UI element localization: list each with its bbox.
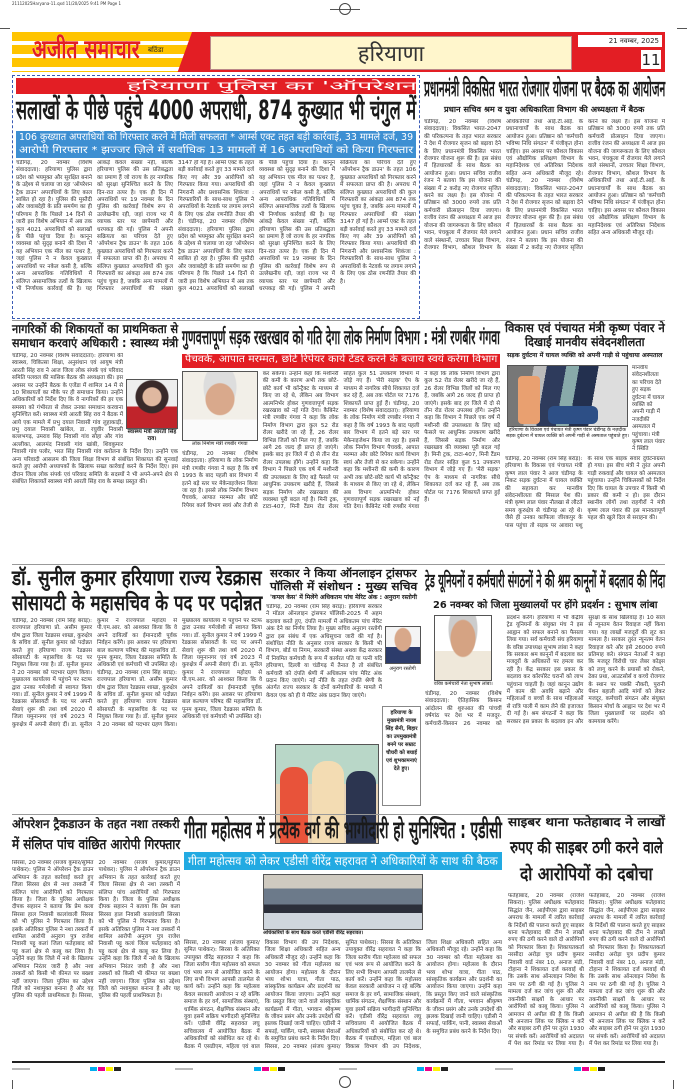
panwar-body: चंडीगढ़, 20 नवम्बर (राम सिंह बराड़): हरियाणा के विकास एवं पंचायत मंत्री कृष्ण लाल पंवार ने आज चंडीगढ़ के निकट सड़क दुर्घटना में घायल व्यक्ति की सहायता कर मानवीय संवेदनशीलता की मिसाल पेश की। मंत्री कृष्ण लाल पंवार नौलखा से लौटते समय कुरुक्षेत्र से चंडीगढ़ आ रहे थे। जैसे ही उनका काफिला जीरकपुर के पास पहुंचा तो सड़क पर आवारा पशु के साथ एक बाइक सवार दुर्घटनाग्रस्त हो गया। इस बीच मंत्री ने तुरंत अपनी गाड़ी रुकवाई और घायल को अस्पताल पहुंचाया। उन्होंने चिकित्सकों को निर्देश दिए कि घायल के उपचार में किसी भी प्रकार की कमी न हो। इस दौरान स्थानीय लोगों तथा राहगीरों ने मंत्री कृष्ण लाल पंवार की इस मानवतापूर्ण पहल की खुले दिल से सराहना की। xyxy=(505,456,665,529)
text: सरकार ने किया ऑनलाइन ट्रांसफर xyxy=(270,567,417,580)
registration-mark-icon xyxy=(339,1076,351,1088)
ink-patch xyxy=(441,1067,448,1071)
gita-body xyxy=(184,874,502,1058)
text: गीता महोत्सव को लेकर एडीसी वीरेंद्र सहरावत ने अधिकारियों के साथ की बैठक xyxy=(188,854,498,868)
cyber-body: फतेहाबाद, 20 नवम्बर (राजेश सिकरा): पुलिस अधीक्षक फतेहाबाद सिद्धांत जैन, आईपीएस द्वारा साइबर अपराध के मामलों में त्वरित कार्रवाई के निर्देशों की पालना करते हुए साइबर थाना फतेहाबाद की टीम ने लाखों रुपए की ठगी करने वाले दो आरोपियों को गिरफ्तार किया है। शिकायतकर्ता नरसीदा अरोड़ा पुत्र प्रदीप कुमार निवासी वार्ड नंबर 10, अनाज मंडी, टोहाना ने शिकायत दर्ज करवाई थी कि उसके साथ ऑनलाइन निवेश के नाम पर ठगी की गई है। पुलिस ने मामला दर्ज कर जांच शुरू की और तकनीकी साक्ष्यों के आधार पर आरोपियों को काबू किया। पुलिस ने आमजन से अपील की है कि किसी भी अनजान लिंक पर क्लिक न करें और साइबर ठगी होने पर तुरंत 1930 पर संपर्क करें। आरोपियों को अदालत में पेश कर रिमांड पर लिया गया है। फतेहाबाद, 20 नवम्बर (राजेश सिकरा): पुलिस अधीक्षक फतेहाबाद सिद्धांत जैन, आईपीएस द्वारा साइबर अपराध के मामलों में त्वरित कार्रवाई के निर्देशों की पालना करते हुए साइबर थाना फतेहाबाद की टीम ने लाखों रुपए की ठगी करने वाले दो आरोपियों को गिरफ्तार किया है। शिकायतकर्ता नरसीदा अरोड़ा पुत्र प्रदीप कुमार निवासी वार्ड नंबर 10, अनाज मंडी, टोहाना ने शिकायत दर्ज करवाई थी कि उसके साथ ऑनलाइन निवेश के नाम पर ठगी की गई है। पुलिस ने मामला दर्ज कर जांच शुरू की और तकनीकी साक्ष्यों के आधार पर आरोपियों को काबू किया। पुलिस ने आमजन से अपील की है कि किसी भी अनजान लिंक पर क्लिक न करें और साइबर ठगी होने पर तुरंत 1930 पर संपर्क करें। आरोपियों को अदालत में पेश कर रिमांड पर लिया गया है। xyxy=(508,893,665,1048)
gray-patch xyxy=(339,1068,357,1070)
text: विकास एवं पंचायत मंत्री कृष्ण पंवार ने xyxy=(505,321,665,335)
gita-headline xyxy=(184,818,502,842)
text: ऑपरेशन ट्रैकडाउन के तहत नशा तस्करी xyxy=(12,817,180,831)
transfer-subhead xyxy=(270,595,417,601)
panwar-headline-line xyxy=(525,336,645,348)
lamba-photo-block xyxy=(425,615,502,688)
ink-patch xyxy=(90,1067,97,1071)
text: हरियाणा पुलिस का 'ऑपरेशन ट्रैक डाउन' xyxy=(127,79,528,93)
text: प्रधान सचिव श्रम व युवा अधिकारिता विभाग की अध्यक्षता में बैठक xyxy=(444,105,645,114)
pm-scheme-headline xyxy=(424,79,665,101)
crop-mark xyxy=(12,1080,13,1089)
health-headline-line xyxy=(12,337,178,349)
photo-caption: अधिकारियों के साथ बैठक करते एडीसी वीरेंद्र सहरावत। xyxy=(263,930,423,937)
text: गुणवत्तापूर्ण सड़क रखरखाव को गति देगा लोक निर्माण विभाग : मंत्री रणबीर गंगवा xyxy=(182,325,500,349)
photo-caption: वरिष्ठ कर्मचारी नेता सुभाष लांबा। xyxy=(425,681,502,688)
text: 'कपल केस' में मिलेंगे अधिकतम पांच मेरिट अंक : अनुराग रस्तोगी xyxy=(270,594,417,601)
lead-story xyxy=(12,75,528,319)
ink-patch xyxy=(114,1067,121,1071)
gita-photo-block xyxy=(184,874,502,937)
masthead xyxy=(12,32,665,72)
unions-story xyxy=(425,566,665,812)
panwar-headline-line xyxy=(505,322,665,334)
sirsa-headline-line xyxy=(12,818,180,830)
divider xyxy=(12,564,665,565)
injured-person-figure xyxy=(548,406,598,424)
redcross-headline-line xyxy=(12,568,262,589)
ink-patch xyxy=(425,1067,432,1071)
group-photo-caption: हरियाणा के मुख्यमंत्री नायब सिंह सैनी, बिहार का उपमुख्यमंत्री बनने पर सम्राट चौधरी को बधाई एवं शुभकामनाएं देते हुए। xyxy=(382,706,421,806)
sirsa-headline-line xyxy=(12,838,180,852)
crop-mark xyxy=(677,28,687,29)
ink-patch xyxy=(598,1067,605,1071)
health-story xyxy=(12,322,178,562)
body-text: चंडीगढ़, 20 नवम्बर (विशेष संवाददाता): ऐतिहासिक किसान आंदोलन की शुरुआत की पांचवीं वर्षगांठ पर देश भर में मजदूर-कर्मचारी-किसान 26 नवम्बर को प्रदर्शन करेंगे। हरियाणा में भी केंद्रीय ट्रेड यूनियनों के संयुक्त मंच ने इस आह्वान को सफल बनाने का फैसला लिया गया। सर्व कर्मचारी संघ हरियाणा के वरिष्ठ उपाध्यक्ष सुभाष लांबा ने कहा कि सरकार श्रम कानूनों में बदलाव कर मजदूरों के अधिकारों पर हमला कर रही है। केंद्र सरकार इस प्रकार के बदलाव कर कॉरपोरेट घरानों को लाभ पहुंचाना चाहती है। जहां कानून उद्योग में काम की अवधि बढ़ाने और महिलाओं व बच्चों के साथ महिलाओं से रात्रि पाली में काम लेने की इजाजत दी गई है। श्रम संगठनों ने कहा कि सरकार इस प्रकार के बदलाव इन और सुरक्षा के साथ खिलवाड़ है। 10 साल से न्यूनतम वेतन रिवाइज नहीं किया गया। यह लाखों मजदूरों की लूट का मामला है। सरकार तुरंत न्यूनतम वेतन रिवाइज करे और इसे 26000 रुपये प्रतिमाह करे। संगठन नेताओं ने कहा कि मजदूर विरोधी चार लेबर कोड्स को लागू करने के प्रयासों को रोकने, ठेका प्रथा, आउटसोर्स व कच्चे रोजगार के स्थान पर पक्की नौकरी, पुरानी पेंशन बहाली आदि मांगों को लेकर मजदूर, कर्मचारी संगठन और संयुक्त किसान मोर्चा के आह्वान पर देश भर में जिला मुख्यालयों पर प्रदर्शन को कामयाब करेंगे। xyxy=(425,615,665,727)
body-text: चंडीगढ़, 20 नवम्बर (विशेष संवाददाता): हरियाणा की स्वास्थ्य, चिकित्सा शिक्षा, अनुसंधान एवं आयुष मंत्री आरती सिंह राव ने आज जिला लोक संपर्क एवं परिवाद समिति पलवल की मासिक बैठक की अध्यक्षता की। इस अवसर पर उन्होंने बैठक के एजेंडा में शामिल 14 में से 10 शिकायतों का मौके पर ही समाधान किया। उन्होंने अधिकारियों को निर्देश दिए कि वे नागरिकों की हर एक समस्या को गंभीरता से लेकर उनका समाधान करवाना सुनिश्चित करें। स्वास्थ्य मंत्री आरती सिंह राव ने बैठक में आये एक मामले में प्रभु दयाल निवासी गांव लुहाकाड़ी, प्रभु दयाल निवासी खांबेल, डा. रघुवीर निवासी बल्लभगढ़, उमराव सिंह निवासी गांव सोहा और गांव अल्लीका, आलमंद निवासी गांव खांबी, शिवकुमार निवासी गांव पलोर, भरत सिंह निवासी गांव करोलना के निर्देश दिए। उन्होंने एक अन्य परिवादी आसलम की जिला शिक्षा विभाग से संबंधित शिकायत की सुनवाई करते हुए आरोपी अध्यापकों के खिलाफ सख्त कार्रवाई करने के निर्देश दिए। इस दौरान जिला लोक संपर्क एवं परिवाद समिति के सदस्यों ने भी अपने-अपने क्षेत्र से संबंधित शिकायतें स्वास्थ्य मंत्री आरती सिंह राव के समक्ष प्रस्तुत की। xyxy=(12,353,178,485)
cyber-headline-line xyxy=(510,840,663,857)
pwd-body xyxy=(182,371,500,561)
print-slug: 21112025Haryana-11.qxd 11/20/2025 9:41 PM Page 1 xyxy=(12,1,122,6)
ink-patch xyxy=(106,1067,113,1071)
newspaper-logo xyxy=(32,37,140,63)
crop-mark xyxy=(673,1080,674,1089)
gita-banner xyxy=(184,852,502,870)
pwd-photo-block xyxy=(182,371,258,448)
pwd-story xyxy=(182,322,502,562)
health-photo-block xyxy=(126,379,178,443)
lead-headline xyxy=(16,97,416,124)
lead-deck xyxy=(16,131,416,158)
text: प्रधानमंत्री विकसित भारत रोजगार योजना पर बैठक का आयोजन xyxy=(424,77,666,102)
unions-body xyxy=(425,615,665,810)
pm-scheme-subhead xyxy=(444,106,644,114)
ink-patch xyxy=(254,1067,261,1071)
ink-patch xyxy=(582,1067,589,1071)
text: सलाखों के पीछे पहुंचे 4000 अपराधी, 874 कुख्यात भी चंगुल में xyxy=(16,95,417,126)
text: नागरिकों की शिकायतों का प्राथमिकता से xyxy=(12,322,179,336)
text: आरोपी गिरफ्तार * झज्जर ज़िले में सर्वाधिक 13 मामलों में 16 अपराधियों को किया गिरफ्तार xyxy=(19,145,414,156)
ink-patch xyxy=(262,1067,269,1071)
text: दो आरोपियों को दबोचा xyxy=(520,864,653,885)
pm-scheme-body: चंडीगढ़, 20 नवम्बर (विशेष संवाददाता): विकसित भारत-2047 की परिकल्पना के तहत भारत सरकार ने देश में रोजगार सृजन को बढ़ावा देने के लिए प्रधानमंत्री विकसित भारत रोजगार योजना शुरू की है। इस संबंध में हितधारकों के साथ बैठक का आयोजन हुआ। प्रधान सचिव राजीव रंजन ने बताया कि इस योजना की संख्या में 2 करोड़ नए रोजगार सृजित करने का लक्ष्य है। इस योजना में प्रतिष्ठान को 3000 रुपये तक प्रति कर्मचारी प्रोत्साहन दिया जाएगा। राजीव रंजन की अध्यक्षता में आज इस योजना की जागरूकता के लिए कौशल भवन, पंचकूला में रोजगार मेले लगाने वाले संस्थानों, उच्चतर शिक्षा विभाग, रोजगार विभाग, कौशल विभाग के अधिकारियों तथा आई.टी.आई. के प्रधानाचार्यों के साथ बैठक का आयोजन हुआ। प्रतिष्ठान को 'कर्मचारी भविष्य निधि संगठन' में पंजीकृत होना चाहिए। इस अवसर पर कौशल विकास एवं औद्योगिक प्रशिक्षण विभाग के महानिदेशक एवं अतिरिक्त निदेशक सहित अन्य अधिकारी मौजूद रहे। चंडीगढ़, 20 नवम्बर (विशेष संवाददाता): विकसित भारत-2047 की परिकल्पना के तहत भारत सरकार ने देश में रोजगार सृजन को बढ़ावा देने के लिए प्रधानमंत्री विकसित भारत रोजगार योजना शुरू की है। इस संबंध में हितधारकों के साथ बैठक का आयोजन हुआ। प्रधान सचिव राजीव रंजन ने बताया कि इस योजना की संख्या में 2 करोड़ नए रोजगार सृजित करने का लक्ष्य है। इस योजना में प्रतिष्ठान को 3000 रुपये तक प्रति कर्मचारी प्रोत्साहन दिया जाएगा। राजीव रंजन की अध्यक्षता में आज इस योजना की जागरूकता के लिए कौशल भवन, पंचकूला में रोजगार मेले लगाने वाले संस्थानों, उच्चतर शिक्षा विभाग, रोजगार विभाग, कौशल विभाग के अधिकारियों तथा आई.टी.आई. के प्रधानाचार्यों के साथ बैठक का आयोजन हुआ। प्रतिष्ठान को 'कर्मचारी भविष्य निधि संगठन' में पंजीकृत होना चाहिए। इस अवसर पर कौशल विकास एवं औद्योगिक प्रशिक्षण विभाग के महानिदेशक एवं अतिरिक्त निदेशक सहित अन्य अधिकारी मौजूद रहे। xyxy=(424,119,665,251)
text: में संलिप्त पांच वांछित आरोपी गिरफ्तार xyxy=(12,837,181,853)
ink-patch xyxy=(98,1067,105,1071)
text: गीता महोत्सव में प्रत्येक वर्ग की भागीदारी हो सुनिश्चित : एडीसी xyxy=(184,816,502,844)
panwar-side-body: मानवीय संवेदनशीलता का परिचय देते हुए सड़क दुर्घटना में घायल व्यक्ति को अपनी गाड़ी में नजदीकी अस्पताल में पहुंचाया। मंत्री कृष्ण लाल पंवार ने स्थिति xyxy=(632,365,665,453)
text: रुपए की साइबर ठगी करने वाले xyxy=(510,838,663,858)
ink-patch xyxy=(433,1067,440,1071)
text: 26 नवम्बर को जिला मुख्यालयों पर होंगे प्रदर्शन : सुभाष लांबा xyxy=(433,600,658,611)
transfer-body: चंडीगढ़, 20 नवम्बर (राम सिंह बराड़): हरियाणा सरकार ने मॉडल ऑनलाइन ट्रांसफर पॉलिसी-2025 में अहम बदलाव करते हुए, दंपति मामलों में अधिकतम पांच मेरिट अंक देने का निर्णय लिया है। मुख्य सचिव अनुराग रस्तोगी द्वारा इस संबंध में एक अधिसूचना जारी की गई है। संशोधित नीति के अनुसार राज्य सरकार के किसी भी विभाग, बोर्ड या निगम, सरकारी संस्था अथवा केंद्र सरकार में नियमित कर्मचारी के रूप में कार्यरत पति या पत्नी यदि हरियाणा, दिल्ली या चंडीगढ़ में तैनात है तो संबंधित कर्मचारी को दंपति श्रेणी में अधिकतम पांच मेरिट अंक प्रदान किए जाएंगे। नई नीति के तहत दंपति श्रेणी के अंतर्गत राज्य सरकार के दोनों कर्मचारियों के मामले में केवल एक को ही ये मेरिट अंक प्रदान किए जाएंगे। xyxy=(266,604,382,699)
sirsa-story xyxy=(12,816,180,1060)
ink-patch xyxy=(590,1067,597,1071)
text: ट्रेड यूनियनों व कर्मचारी संगठनों ने की श्रम कानूनों में बदलाव की निंदा xyxy=(425,570,666,592)
sirsa-body: सिरसा, 20 नवम्बर (संजय कुमार/सुमित पाथेकर): पुलिस ने ऑपरेशन ट्रैक डाउन अभियान के तहत कार्रवाई करते हुए जिला सिरसा क्षेत्र से नशा तस्करी में संलिप्त पांच आरोपियों को गिरफ्तार किया है। जिला के पुलिस अधीक्षक दीपक सहारन ने बताया कि प्रेम कला सिरसा हाल निवासी कालांवाली सिरसा को भी पुलिस ने गिरफ्तार किया है। इसके अतिरिक्त पुलिस ने नशा तस्करों में शामिल आरोपी अनुराग पुत्र राजेश निवासी पट्टू कलां जिला फतेहाबाद को पट्टू कलां क्षेत्र से काबू कर लिया है। उन्होंने कहा कि जिले में नशे के खिलाफ अभियान निरंतर जारी है और नशा तस्करों को किसी भी कीमत पर बख्शा नहीं जाएगा। जिला पुलिस का उद्देश्य जिले को नशामुक्त बनाना है और यह पुलिस की पहली प्राथमिकता है। सिरसा, 20 नवम्बर (संजय कुमार/सुमित पाथेकर): पुलिस ने ऑपरेशन ट्रैक डाउन अभियान के तहत कार्रवाई करते हुए जिला सिरसा क्षेत्र से नशा तस्करी में संलिप्त पांच आरोपियों को गिरफ्तार किया है। जिला के पुलिस अधीक्षक दीपक सहारन ने बताया कि प्रेम कला सिरसा हाल निवासी कालांवाली सिरसा को भी पुलिस ने गिरफ्तार किया है। इसके अतिरिक्त पुलिस ने नशा तस्करों में शामिल आरोपी अनुराग पुत्र राजेश निवासी पट्टू कलां जिला फतेहाबाद को पट्टू कलां क्षेत्र से काबू कर लिया है। उन्होंने कहा कि जिले में नशे के खिलाफ अभियान निरंतर जारी है और नशा तस्करों को किसी भी कीमत पर बख्शा नहीं जाएगा। जिला पुलिस का उद्देश्य जिले को नशामुक्त बनाना है और यह पुलिस की पहली प्राथमिकता है। xyxy=(12,860,180,1000)
lead-kicker xyxy=(16,78,528,94)
deck-line xyxy=(19,146,413,158)
minister-photo xyxy=(182,371,258,441)
section-box xyxy=(210,36,572,70)
cyber-headline-line xyxy=(520,866,653,884)
cyber-story xyxy=(508,816,665,1060)
subhash-lamba-photo xyxy=(434,615,492,681)
text: पैचवर्क, आपात मरम्मत, छोटे रिपेयर कार्य टेंडर करने के बजाय स्वयं करेगा विभाग xyxy=(185,354,498,365)
photo-caption: हरियाणा के विकास एवं पंचायत मंत्री कृष्ण पंवार चंडीगढ़ के नज़दीक सड़क दुर्घटना में घायल व्यक्ति को अपनी गाड़ी से अस्पताल पहुंचाते हुए। xyxy=(506,428,629,439)
unions-headline xyxy=(425,572,665,591)
text: पॉलिसी में संशोधन : मुख्य सचिव xyxy=(270,580,418,593)
photo-caption: लोक निर्माण मंत्री रणबीर गंगवा xyxy=(182,441,258,448)
text: सोसायटी के महासचिव के पद पर पदोन्नत xyxy=(12,591,263,615)
pwd-subhead xyxy=(182,354,500,368)
registration-mark-icon xyxy=(339,3,351,15)
color-registration-bar xyxy=(12,1067,665,1071)
edition-label: बठिंडा xyxy=(148,46,164,54)
transfer-headline-line xyxy=(270,581,417,592)
cyber-headline-line xyxy=(508,816,665,828)
text: साइबर थाना फतेहाबाद ने लाखों xyxy=(508,815,665,829)
footer-rule xyxy=(12,1061,665,1063)
redcross-story xyxy=(12,566,262,812)
meeting-photo xyxy=(263,874,423,930)
photo-caption: स्वास्थ्य मंत्री आरती सिंह राव। xyxy=(127,429,177,442)
body-text: चंडीगढ़, 20 नवम्बर (विशेष संवाददाता): हरियाणा के लोक निर्माण मंत्री रणबीर गंगवा ने कहा है कि वर्ष 1993 के बाद पहली बार विभाग में इतने बड़े स्तर पर मेकेनाइजेशन किया जा रहा है। इससे लोक निर्माण विभाग पैचवर्क, आपात मरम्मत और छोटे रिपेयर कार्य विभाग स्वयं और तेजी से कर सकेगा। उन्होंने कहा कि मशीनरी की कमी के कारण अभी तक छोटे-छोटे कार्य भी कॉन्ट्रैक्ट के माध्यम से किए जा रहे थे, लेकिन अब विभाग आत्मनिर्भर होकर गुणवत्तापूर्ण सड़क रखरखाव को नई गति देगा। कैबिनेट मंत्री रणबीर गंगवा ने कहा कि लोक निर्माण विभाग द्वारा कुल 52 रोड रोलर खरीदे जा रहे हैं, 26 रोलर विभिन्न जिलों को मिल गए हैं, जबकि आगे 26 जल्द ही प्राप्त हो जाएंगे। इसके बाद हर जिले में दो से तीन रोड रोलर उपलब्ध होंगे। उन्होंने कहा कि विभाग ने पिछले एक वर्ष में मशीनरी की उपलब्धता के लिए बड़े फैसले पर आधुनिक उपकरण खरीदे हैं, जिससे सड़क निर्माण और रखरखाव की व्यवस्था पूरी बदल गई है। मिनी ट्रक, टाटा-407, मिनी टैंडम रोड रोलर सहित कुल 51 उपकरण विभाग में जोड़े गए हैं। 'मेरी सड़क' ऐप के माध्यम से नागरिक सीधे शिकायत दर्ज कर रहे हैं, अब तक पोर्टल पर 7176 शिकायतें प्राप्त हुई हैं। चंडीगढ़, 20 नवम्बर (विशेष संवाददाता): हरियाणा के लोक निर्माण मंत्री रणबीर गंगवा ने कहा है कि वर्ष 1993 के बाद पहली बार विभाग में इतने बड़े स्तर पर मेकेनाइजेशन किया जा रहा है। इससे लोक निर्माण विभाग पैचवर्क, आपात मरम्मत और छोटे रिपेयर कार्य विभाग स्वयं और तेजी से कर सकेगा। उन्होंने कहा कि मशीनरी की कमी के कारण अभी तक छोटे-छोटे कार्य भी कॉन्ट्रैक्ट के माध्यम से किए जा रहे थे, लेकिन अब विभाग आत्मनिर्भर होकर गुणवत्तापूर्ण सड़क रखरखाव को नई गति देगा। कैबिनेट मंत्री रणबीर गंगवा ने कहा कि लोक निर्माण विभाग द्वारा कुल 52 रोड रोलर खरीदे जा रहे हैं, 26 रोलर विभिन्न जिलों को मिल गए हैं, जबकि आगे 26 जल्द ही प्राप्त हो जाएंगे। इसके बाद हर जिले में दो से तीन रोड रोलर उपलब्ध होंगे। उन्होंने कहा कि विभाग ने पिछले एक वर्ष में मशीनरी की उपलब्धता के लिए बड़े फैसले पर आधुनिक उपकरण खरीदे हैं, जिससे सड़क निर्माण और रखरखाव की व्यवस्था पूरी बदल गई है। मिनी ट्रक, टाटा-407, मिनी टैंडम रोड रोलर सहित कुल 51 उपकरण विभाग में जोड़े गए हैं। 'मेरी सड़क' ऐप के माध्यम से नागरिक सीधे शिकायत दर्ज कर रहे हैं, अब तक पोर्टल पर 7176 शिकायतें प्राप्त हुई हैं। xyxy=(182,371,500,511)
crop-mark xyxy=(0,28,10,29)
panwar-subhead xyxy=(507,353,663,359)
redcross-headline-line xyxy=(12,593,262,614)
page-number: 11 xyxy=(641,50,661,69)
deck-line xyxy=(19,133,413,145)
gray-patch xyxy=(12,1068,30,1070)
panwar-story xyxy=(505,322,665,562)
unions-subhead xyxy=(433,601,657,611)
pwd-headline xyxy=(182,327,500,347)
transfer-story xyxy=(266,566,421,812)
minister-figure xyxy=(518,376,540,424)
ink-patch xyxy=(278,1067,285,1071)
ink-patch xyxy=(270,1067,277,1071)
text: डॉ. सुनील कुमार हरियाणा राज्य रेडक्रास xyxy=(12,566,262,590)
photo-caption: अनुराग रस्तोगी xyxy=(384,666,421,673)
minister-photo xyxy=(126,379,178,429)
health-headline-line xyxy=(12,323,178,335)
gray-patch xyxy=(495,1068,513,1070)
pm-scheme-story xyxy=(424,75,665,319)
gita-photo-figure xyxy=(263,874,423,937)
text: दिखाई मानवीय संवेदनशीलता xyxy=(525,335,645,349)
logo-text: अजीत समाचार xyxy=(32,35,140,65)
ink-patch xyxy=(574,1067,581,1071)
body-text: सिरसा, 20 नवम्बर (संजय कुमार/सुमित पाथेकर): सिरसा के अतिरिक्त उपायुक्त वीरेंद्र सहरावत ने कहा कि जिला स्तरीय गीता महोत्सव को सफल एवं भव्य रूप से आयोजित करने के लिए सभी विभाग आपसी तालमेल से कार्य करें। उन्होंने कहा कि महोत्सव केवल सरकारी आयोजन न रहे बल्कि समाज के हर वर्ग, सामाजिक संस्थाएं, धार्मिक संगठन, शैक्षणिक संस्थान और युवा इसमें सक्रिय भागीदारी सुनिश्चित करें। एडीसी वीरेंद्र सहरावत लघु सचिवालय में आयोजित बैठक में अधिकारियों को संबोधित कर रहे थे। बैठक में एसडीएम, महिला एवं बाल विकास विभाग की उप निदेशक, जिला शिक्षा अधिकारी सहित अन्य अधिकारी मौजूद रहे। उन्होंने कहा कि 30 नवम्बर को गीता महोत्सव का आयोजन होगा। महोत्सव के दौरान भव्य शोभा यात्रा, गीता पाठ, सांस्कृतिक कार्यक्रम और प्रदर्शनी का आयोजन किया जाएगा। उन्होंने कहा कि प्रस्तुत किए जाने वाले सांस्कृतिक कार्यक्रमों में गीता, भगवान श्रीकृष्ण के जीवन प्रसंग और उनके उपदेशों की झलक दिखाई जानी चाहिए। एडीसी ने सफाई, पार्किंग, पानी, स्वास्थ्य सेवाओं के समुचित प्रबंध करने के निर्देश दिए। सिरसा, 20 नवम्बर (संजय कुमार/सुमित पाथेकर): सिरसा के अतिरिक्त उपायुक्त वीरेंद्र सहरावत ने कहा कि जिला स्तरीय गीता महोत्सव को सफल एवं भव्य रूप से आयोजित करने के लिए सभी विभाग आपसी तालमेल से कार्य करें। उन्होंने कहा कि महोत्सव केवल सरकारी आयोजन न रहे बल्कि समाज के हर वर्ग, सामाजिक संस्थाएं, धार्मिक संगठन, शैक्षणिक संस्थान और युवा इसमें सक्रिय भागीदारी सुनिश्चित करें। एडीसी वीरेंद्र सहरावत लघु सचिवालय में आयोजित बैठक में अधिकारियों को संबोधित कर रहे थे। बैठक में एसडीएम, महिला एवं बाल विकास विभाग की उप निदेशक, जिला शिक्षा अधिकारी सहित अन्य अधिकारी मौजूद रहे। उन्होंने कहा कि 30 नवम्बर को गीता महोत्सव का आयोजन होगा। महोत्सव के दौरान भव्य शोभा यात्रा, गीता पाठ, सांस्कृतिक कार्यक्रम और प्रदर्शनी का आयोजन किया जाएगा। उन्होंने कहा कि प्रस्तुत किए जाने वाले सांस्कृतिक कार्यक्रमों में गीता, भगवान श्रीकृष्ण के जीवन प्रसंग और उनके उपदेशों की झलक दिखाई जानी चाहिए। एडीसी ने सफाई, पार्किंग, पानी, स्वास्थ्य सेवाओं के समुचित प्रबंध करने के निर्देश दिए। xyxy=(184,940,502,1050)
anurag-rastogi-photo xyxy=(385,626,421,664)
text: 106 कुख्यात अपराधियों को गिरफ्तार करने में मिली सफलता * आर्म्स एक्ट तहत बड़ी कार्रवाई, 33 मामले दर्ज, 39 xyxy=(19,132,414,143)
gita-story xyxy=(184,816,505,1060)
lead-body: चंडीगढ़, 20 नवम्बर (विशेष संवाददाता): हरियाणा पुलिस द्वारा प्रदेश को भयमुक्त और सुरक्षित बनाने के उद्देश्य से चलाया जा रहा 'ऑपरेशन ट्रैक डाउन' अपराधियों के लिए काल साबित हो रहा है। पुलिस की मुस्तैदी और जवाबदेही के प्रति समर्पण का ही परिणाम है कि पिछले 14 दिनों से जारी इस विशेष अभियान में अब तक कुल 4021 अपराधियों को सलाखों के पीछे पहुंचा दिया है। कानून व्यवस्था को सुदृढ़ बनाने की दिशा में यह अभियान एक मील का पत्थर है, जहां पुलिस ने न केवल कुख्यात अपराधियों पर नकेल कसी है, बल्कि अन्य आपराधिक गतिविधियों में संलिप्त असामाजिक तत्वों के खिलाफ भी निर्णायक कार्रवाई की है। यह आंकड़े केवल संख्या नहीं, बल्कि हरियाणा पुलिस की उस प्रतिबद्धता का प्रमाण हैं जो राज्य के हर नागरिक को सुरक्षा सुनिश्चित करने के लिए दिन-रात तत्पर है। एक ही दिन में अपराधियों पर 19 नवम्बर के दिन पुलिस की कार्रवाई विशेष रूप से उल्लेखनीय रही, जहां राज्य भर में व्यापक स्तर पर छापेमारी और धरपकड़ की गई। पुलिस ने अपनी सक्रियता का परिचय देते हुए 'ऑपरेशन ट्रैक डाउन' के तहत 106 कुख्यात अपराधियों को गिरफ्तार करने में सफलता प्राप्त की है। अपराध में संलिप्त कुख्यात अपराधियों की कुल गिरफ्तारी का आंकड़ा अब 874 तक पहुंच चुका है, जबकि अन्य मामलों में गिरफ्तार अपराधियों की संख्या 3147 हो गई है। आर्म्स एक्ट के तहत बड़ी कार्रवाई करते हुए 33 मामले दर्ज किए गए और 39 आरोपियों को गिरफ्तार किया गया। अपराधियों की निगरानी और प्रशासनिक शिकंजा : गिरफ्तारियों के साथ-साथ पुलिस ने अपराधियों के नेटवर्क पर लगाम लगाने के लिए एक ठोस रणनीति तैयार की है। चंडीगढ़, 20 नवम्बर (विशेष संवाददाता): हरियाणा पुलिस द्वारा प्रदेश को भयमुक्त और सुरक्षित बनाने के उद्देश्य से चलाया जा रहा 'ऑपरेशन ट्रैक डाउन' अपराधियों के लिए काल साबित हो रहा है। पुलिस की मुस्तैदी और जवाबदेही के प्रति समर्पण का ही परिणाम है कि पिछले 14 दिनों से जारी इस विशेष अभियान में अब तक कुल 4021 अपराधियों को सलाखों के पीछे पहुंचा दिया है। कानून व्यवस्था को सुदृढ़ बनाने की दिशा में यह अभियान एक मील का पत्थर है, जहां पुलिस ने न केवल कुख्यात अपराधियों पर नकेल कसी है, बल्कि अन्य आपराधिक गतिविधियों में संलिप्त असामाजिक तत्वों के खिलाफ भी निर्णायक कार्रवाई की है। यह आंकड़े केवल संख्या नहीं, बल्कि हरियाणा पुलिस की उस प्रतिबद्धता का प्रमाण हैं जो राज्य के हर नागरिक को सुरक्षा सुनिश्चित करने के लिए दिन-रात तत्पर है। एक ही दिन में अपराधियों पर 19 नवम्बर के दिन पुलिस की कार्रवाई विशेष रूप से उल्लेखनीय रही, जहां राज्य भर में व्यापक स्तर पर छापेमारी और धरपकड़ की गई। पुलिस ने अपनी सक्रियता का परिचय देते हुए 'ऑपरेशन ट्रैक डाउन' के तहत 106 कुख्यात अपराधियों को गिरफ्तार करने में सफलता प्राप्त की है। अपराध में संलिप्त कुख्यात अपराधियों की कुल गिरफ्तारी का आंकड़ा अब 874 तक पहुंच चुका है, जबकि अन्य मामलों में गिरफ्तार अपराधियों की संख्या 3147 हो गई है। आर्म्स एक्ट के तहत बड़ी कार्रवाई करते हुए 33 मामले दर्ज किए गए और 39 आरोपियों को गिरफ्तार किया गया। अपराधियों की निगरानी और प्रशासनिक शिकंजा : गिरफ्तारियों के साथ-साथ पुलिस ने अपराधियों के नेटवर्क पर लगाम लगाने के लिए एक ठोस रणनीति तैयार की है। xyxy=(16,160,416,292)
issue-date: 21 नवम्बर, 2025 xyxy=(578,35,662,47)
gray-patch xyxy=(175,1068,193,1070)
transfer-headline-line xyxy=(270,568,417,579)
accident-photo xyxy=(507,365,628,427)
text: समाधान करवाएं अधिकारी : स्वास्थ्य मंत्री xyxy=(12,336,179,350)
redcross-body: चंडीगढ़, 20 नवम्बर (राम सिंह बराड़): राज्यपाल हरियाणा प्रो. असीम कुमार घोष द्वारा जिला रेडक्रास शाखा, कुरुक्षेत्र के सचिव डॉ. सुनील कुमार को पदोन्नत करते हुए हरियाणा राज्य रेडक्रास सोसायटी के महासचिव के पद पर नियुक्त किया गया है। डॉ. सुनील कुमार ने 20 नवम्बर को पदभार ग्रहण किया। मुख्यालय कार्यालय में पहुंचने पर स्टाफ द्वारा उनका गर्मजोशी से स्वागत किया गया। डॉ. सुनील कुमार ने वर्ष 1999 में रेडक्रास सोसायटी के पद पर अपनी सेवाएं शुरू की तथा वर्ष 2020 में जिला यमुनानगर एवं वर्ष 2023 में कुरुक्षेत्र में अपनी सेवाएं दीं। डा. सुनील कुमार ने राज्यपाल महोदय से पी.एम.आर. को आश्वस्त किया कि वे अपने दायित्वों का ईमानदारी पूर्वक निर्वहन करेंगे। इस अवसर पर हरियाणा बाल कल्याण परिषद की महासचिव डॉ. पूनम कुमार, जिला रेडक्रास समिति के अधिकारी एवं कर्मचारी भी उपस्थित रहे। चंडीगढ़, 20 नवम्बर (राम सिंह बराड़): राज्यपाल हरियाणा प्रो. असीम कुमार घोष द्वारा जिला रेडक्रास शाखा, कुरुक्षेत्र के सचिव डॉ. सुनील कुमार को पदोन्नत करते हुए हरियाणा राज्य रेडक्रास सोसायटी के महासचिव के पद पर नियुक्त किया गया है। डॉ. सुनील कुमार ने 20 नवम्बर को पदभार ग्रहण किया। मुख्यालय कार्यालय में पहुंचने पर स्टाफ द्वारा उनका गर्मजोशी से स्वागत किया गया। डॉ. सुनील कुमार ने वर्ष 1999 में रेडक्रास सोसायटी के पद पर अपनी सेवाएं शुरू की तथा वर्ष 2020 में जिला यमुनानगर एवं वर्ष 2023 में कुरुक्षेत्र में अपनी सेवाएं दीं। डा. सुनील कुमार ने राज्यपाल महोदय से पी.एम.आर. को आश्वस्त किया कि वे अपने दायित्वों का ईमानदारी पूर्वक निर्वहन करेंगे। इस अवसर पर हरियाणा बाल कल्याण परिषद की महासचिव डॉ. पूनम कुमार, जिला रेडक्रास समिति के अधिकारी एवं कर्मचारी भी उपस्थित रहे। xyxy=(12,618,262,728)
ink-patch xyxy=(417,1067,424,1071)
text: सड़क दुर्घटना में घायल व्यक्ति को अपनी गाड़ी से पहुंचाया अस्पताल xyxy=(507,352,663,359)
section-title: हरियाणा xyxy=(357,42,425,67)
health-body xyxy=(12,353,178,561)
